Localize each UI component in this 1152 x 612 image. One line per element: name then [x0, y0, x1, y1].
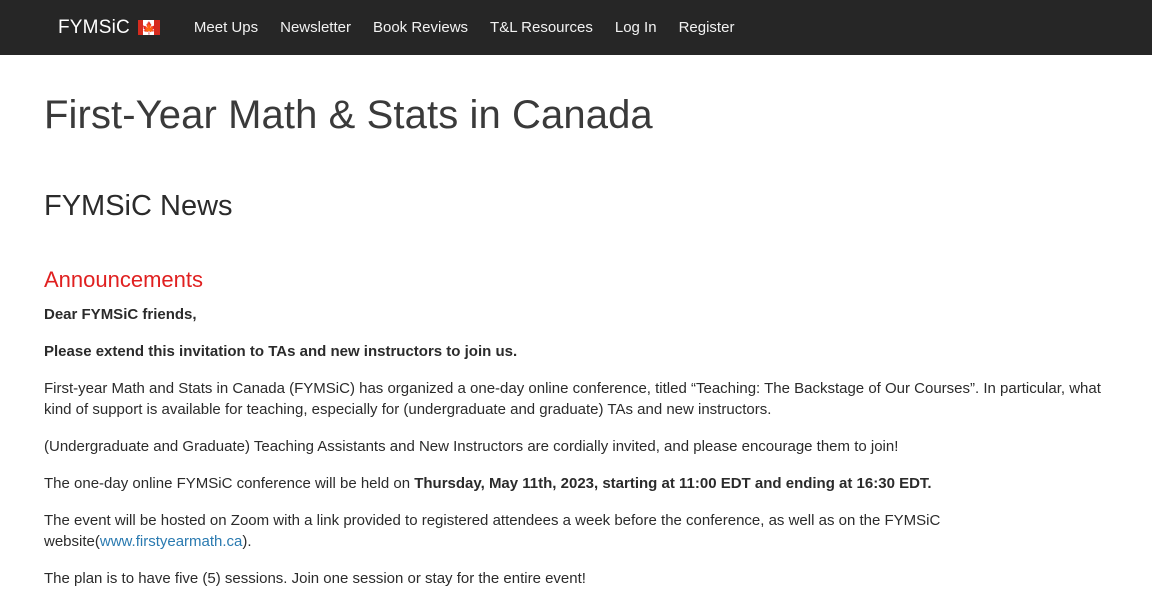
site-title: First-Year Math & Stats in Canada [44, 93, 653, 137]
website-link[interactable]: www.firstyearmath.ca [99, 533, 243, 550]
paragraph-conference-date [44, 473, 1108, 494]
page-content [0, 93, 1152, 589]
nav-link-tl-resources[interactable]: T&L Resources [490, 19, 593, 36]
nav-link-log-in[interactable]: Log In [614, 19, 657, 36]
nav-links [194, 19, 735, 36]
nav-link-book-reviews[interactable]: Book Reviews [372, 19, 469, 36]
paren-close: ). [242, 533, 252, 550]
salutation-text: Dear FYMSiC friends, [44, 306, 197, 323]
paragraph-conference-description: First-year Math and Stats in Canada (FYMSiC) has organized a one-day online conference, titled “Teaching: The Backstage of Our Courses”. In particular, what kind of support is available for teaching, especially for (undergraduate and graduate) TAs and new instructors. [44, 380, 1101, 418]
nav-link-meet-ups[interactable]: Meet Ups [193, 19, 259, 36]
nav-link-register[interactable]: Register [678, 19, 735, 36]
paren-open: ( [94, 533, 100, 550]
canada-flag-icon: 🍁 [138, 20, 160, 35]
site-brand[interactable] [58, 17, 160, 39]
paragraph-invitation-encouragement: (Undergraduate and Graduate) Teaching Assistants and New Instructors are cordially invited, and please encourage them to join! [44, 438, 899, 455]
page-title: FYMSiC News [44, 190, 233, 222]
section-heading-announcements: Announcements [44, 267, 203, 292]
date-bold-text: Thursday, May 11th, 2023, starting at 11:00 EDT and ending at 16:30 EDT. [414, 475, 932, 492]
zoom-info-text: The event will be hosted on Zoom with a link provided to registered attendees a week before the conference, as well as on the FYMSiC website [44, 512, 941, 550]
brand-label: FYMSiC [58, 16, 130, 38]
top-navigation-bar [0, 0, 1152, 55]
date-prefix-text: The one-day online FYMSiC conference will be held on [44, 475, 415, 492]
paragraph-sessions-plan: The plan is to have five (5) sessions. Join one session or stay for the entire event! [44, 570, 586, 587]
nav-link-newsletter[interactable]: Newsletter [280, 19, 351, 36]
invitation-text: Please extend this invitation to TAs and new instructors to join us. [44, 343, 518, 360]
paragraph-zoom-link-info [44, 510, 1108, 552]
